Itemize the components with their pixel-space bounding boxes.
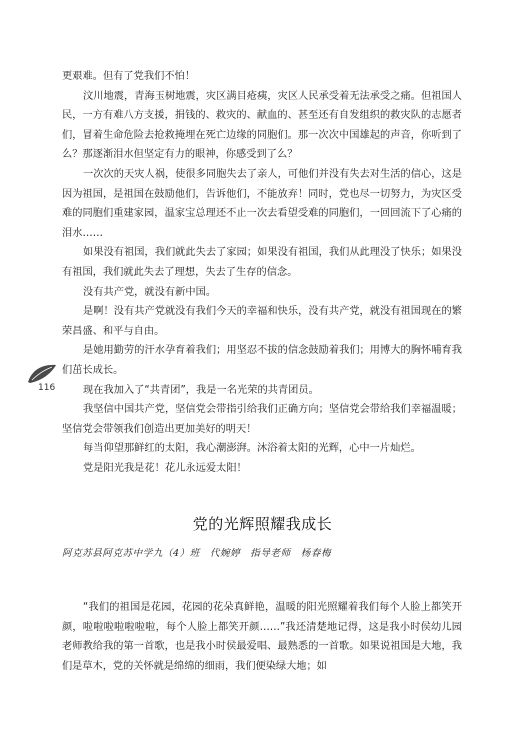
paragraph: “我们的祖国是花园，花园的花朵真鲜艳，温暖的阳光照耀着我们每个人脸上都笑开颜，啦啦啦啦啦啦啦，每个人脸上都笑开颜……”我还清楚地记得，这是我小时侯幼儿园老师教给我的第一首歌，也是我小时侯最爱唱、最熟悉的一首歌。如果说祖国是大地，我们是草木，党的关怀就是绵绵的细雨，我们便染绿大地；如 [62,602,462,672]
paragraph: 是啊！没有共产党就没有我们今天的幸福和快乐，没有共产党，就没有祖国现在的繁荣昌盛、和平与自由。 [62,306,462,337]
paragraph: 党是阳光我是花！花儿永远爱太阳！ [83,462,247,474]
paragraph: 是她用勤劳的汗水孕育着我们；用坚忍不拔的信念鼓励着我们；用博大的胸怀哺育我们茁长成长。 [62,345,462,376]
paragraph: 我坚信中国共产党，坚信党会带指引给我们正确方向；坚信党会带给我们幸福温暖；坚信党会带领我们创造出更加美好的明天！ [62,404,462,435]
essay-text [62,67,462,478]
article-title: 党的光辉照耀我成长 [192,515,333,533]
paragraph: 更艰难。但有了党我们不怕！ [62,71,196,82]
paragraph: 没有共产党，就没有新中国。 [83,286,217,298]
paragraph: 汶川地震，青海玉树地震，灾区满目疮痍，灾区人民承受着无法承受之痛。但祖国人民，一方有难八方支援，捐钱的、救灾的、献血的、甚至还有自发组织的救灾队的志愿者们，冒着生命危险去抢救掩埋在死亡边缘的同胞们。那一次次中国雄起的声音，你听到了么？那逐渐泪水但坚定有力的眼神，你感受到了么？ [62,90,462,161]
leaf-ornament-icon [26,362,58,384]
page-number: 116 [38,383,56,393]
paragraph: 每当仰望那鲜红的太阳，我心潮澎湃。沐浴着太阳的光辉，心中一片灿烂。 [83,443,421,455]
paragraph: 一次次的天灾人祸，使很多同胞失去了亲人，可他们并没有失去对生活的信心，这是因为祖国，是祖国在鼓励他们，告诉他们，不能放弃！同时，党也尽一切努力，为灾区受难的同胞们重建家园，温家宝总理还不止一次去看望受难的同胞们，一回回流下了心痛的泪水…… [62,168,462,239]
article-body [62,598,462,676]
article-byline: 阿克苏县阿克苏中学九（4）班 代婉婷 指导老师 杨春梅 [62,548,332,559]
paragraph: 如果没有祖国，我们就此失去了家园；如果没有祖国，我们从此理没了快乐；如果没有祖国，我们就此失去了理想，失去了生存的信念。 [62,247,462,278]
paragraph: 现在我加入了“共青团”，我是一名光荣的共青团员。 [83,384,319,396]
